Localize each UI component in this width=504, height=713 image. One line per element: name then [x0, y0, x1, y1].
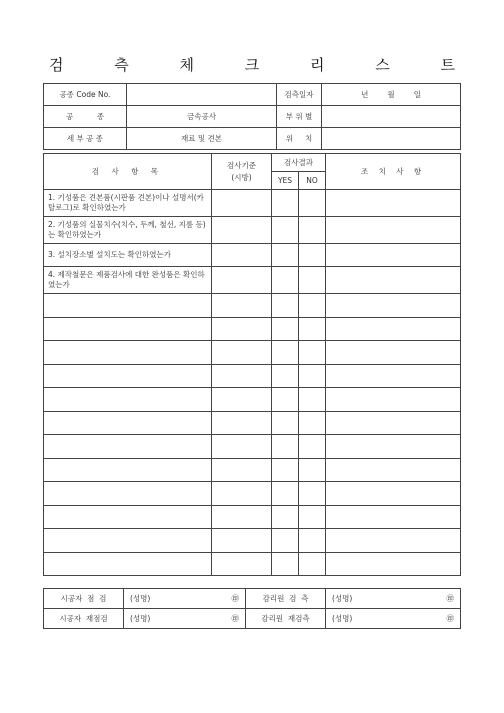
- supervisor-reinspect-label: 감리원 재검측: [246, 609, 326, 629]
- seal-mark: ㊞: [408, 589, 461, 609]
- supervisor-inspect-name[interactable]: (성명): [326, 589, 408, 609]
- part-value[interactable]: [322, 106, 461, 128]
- col-result: 검사결과: [272, 154, 326, 172]
- contractor-check-name[interactable]: (성명): [124, 589, 206, 609]
- check-item: 1. 기성품은 견본품(시판품 견본)이나 설명서(카탈로그)로 확인하였는가: [44, 190, 212, 217]
- code-value[interactable]: [127, 84, 277, 106]
- work-value[interactable]: 금속공사: [127, 106, 277, 128]
- col-items: 검 사 항 목: [44, 154, 212, 190]
- signoff-table: [43, 588, 461, 629]
- col-yes: YES: [272, 172, 299, 190]
- date-value[interactable]: 년 월 일: [322, 84, 461, 106]
- table-row: [44, 411, 461, 435]
- table-row: [44, 552, 461, 576]
- page-title: 검 측 체 크 리 스 트: [48, 56, 479, 74]
- table-row: [44, 244, 461, 267]
- table-row: [44, 317, 461, 341]
- col-no: NO: [299, 172, 326, 190]
- table-row: [44, 388, 461, 412]
- loc-value[interactable]: [322, 128, 461, 150]
- table-row: [44, 217, 461, 244]
- checklist-table: [43, 153, 461, 576]
- col-criteria: 검사기준 (시방): [212, 154, 272, 190]
- detail-label: 세 부 공 종: [44, 128, 127, 150]
- seal-mark: ㊞: [206, 589, 246, 609]
- code-label: 공종 Code No.: [44, 84, 127, 106]
- seal-mark: ㊞: [408, 609, 461, 629]
- contractor-check-label: 시공자 점 검: [44, 589, 124, 609]
- table-row: [44, 458, 461, 482]
- table-row: [44, 267, 461, 294]
- supervisor-reinspect-name[interactable]: (성명): [326, 609, 408, 629]
- check-item: 2. 기성품의 실물치수(치수, 두께, 철선, 지름 등)는 확인하였는가: [44, 217, 212, 244]
- contractor-recheck-label: 시공자 재점검: [44, 609, 124, 629]
- check-item: 3. 설치장소별 설치도는 확인하였는가: [44, 244, 212, 267]
- table-row: [44, 341, 461, 365]
- supervisor-inspect-label: 감리원 검 측: [246, 589, 326, 609]
- info-table: [43, 83, 461, 150]
- date-label: 검측일자: [277, 84, 322, 106]
- part-label: 부 위 별: [277, 106, 322, 128]
- table-row: [44, 505, 461, 529]
- check-item: 4. 제작철문은 제품검사에 대한 완성품은 확인하였는가: [44, 267, 212, 294]
- table-row: [44, 529, 461, 553]
- loc-label: 위 치: [277, 128, 322, 150]
- detail-value[interactable]: 재료 및 견본: [127, 128, 277, 150]
- table-row: [44, 364, 461, 388]
- col-action: 조 치 사 항: [326, 154, 461, 190]
- table-row: [44, 190, 461, 217]
- contractor-recheck-name[interactable]: (성명): [124, 609, 206, 629]
- work-label: 공 종: [44, 106, 127, 128]
- table-row: [44, 482, 461, 506]
- seal-mark: ㊞: [206, 609, 246, 629]
- table-row: [44, 294, 461, 318]
- table-row: [44, 435, 461, 459]
